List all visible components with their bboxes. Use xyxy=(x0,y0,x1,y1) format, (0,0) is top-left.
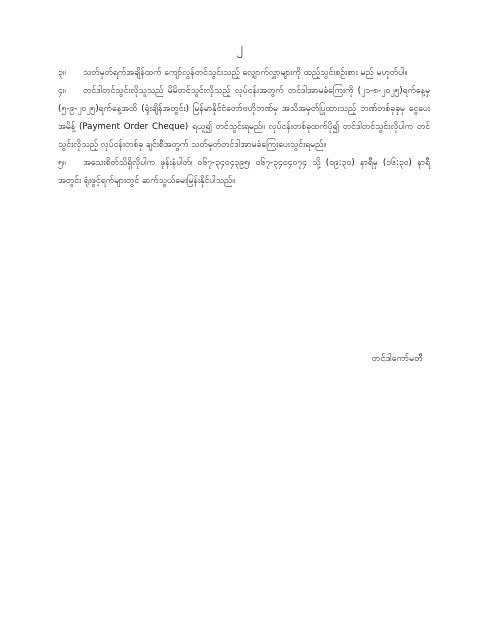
document-body xyxy=(58,64,430,190)
paragraph-number: ၅။ xyxy=(58,158,66,168)
paragraph-text: အသေးစိတ်သိရှိလိုပါက ဖုန်းနံပါတ်၊ ၀၆၇-၃၄၀၄၃၉၅၊ ၀၆၇-၃၄၀၄၀၇၄ သို့ (၀၉:၃၀) နာရီမှ (၁၆:၃၀) နာရီအတွင်း ရုံးဖွင့်ရက်များတွင် ဆက်သွယ်မေးမြန်းနိုင်ပါသည်။ xyxy=(58,158,430,186)
paragraph-text: တင်ဒါတင်သွင်းလိုသူသည် မိမိတင်သွင်းလိုသည့် လုပ်ငန်းအတွက် တင်ဒါအာမခံကြေးကို (၂၁-၈-၂၀၂၅)ရက်နေ့မှ (၅-၉-၂၀၂၅)ရက်နေ့အထိ (ရုံးချိန်အတွင်း) မြန်မာနိုင်ငံတော်ဗဟိုဘဏ်မှ အသိအမှတ်ပြုထားသည့် ဘဏ်တစ်ခုခုမှ ငွေပေးအမိန့် (Payment Order Cheque) ရယူ၍ တင်သွင်းရမည်။ လုပ်ငန်းတစ်ခုထက်ပို၍ တင်ဒါတင်သွင်းလိုပါက တင်သွင်းလိုသည့် လုပ်ငန်းတစ်ခု ချင်းစီအတွက် သတ်မှတ်တင်ဒါအာမခံကြေးပေးသွင်းရမည်။ xyxy=(58,86,430,150)
paragraph-5 xyxy=(58,154,430,190)
signature-committee: တင်ဒါကော်မတီ xyxy=(371,354,423,364)
page-number: ၂ xyxy=(236,41,243,56)
paragraph-4 xyxy=(58,82,430,154)
paragraph-number: ၃။ xyxy=(58,68,66,78)
paragraph-number: ၄။ xyxy=(58,86,66,96)
paragraph-3 xyxy=(58,64,430,82)
paragraph-text: သတ်မှတ်ရက်အချိန်ထက် ကျော်လွန်တင်သွင်းသည့် လျှောက်လွှာများကို ထည့်သွင်းစဉ်းစား မည် မဟုတ်ပါ။ xyxy=(83,68,408,78)
